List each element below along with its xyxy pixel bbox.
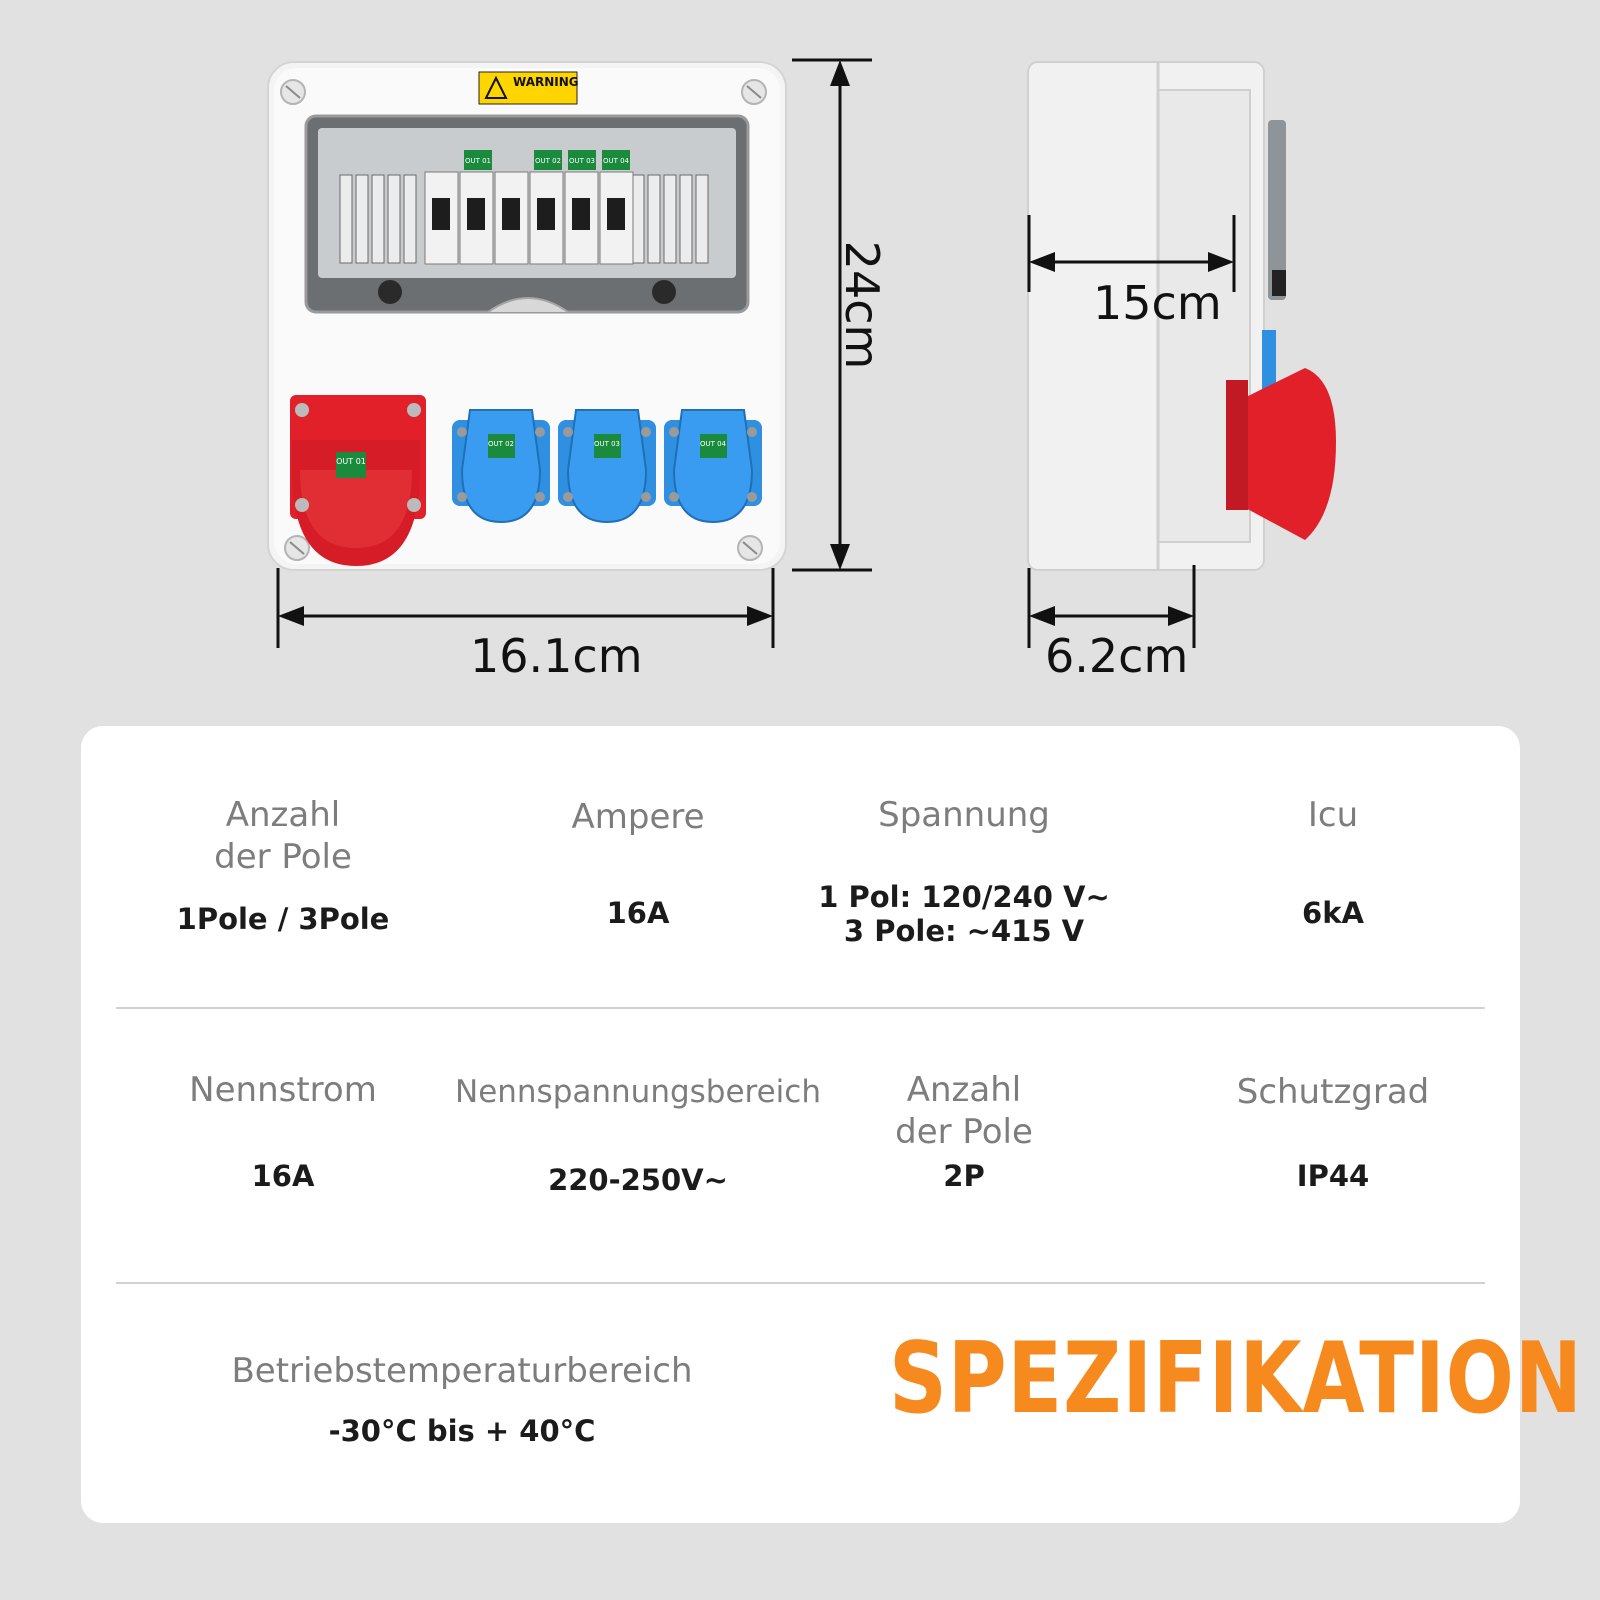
spec-value: 16A [606, 896, 670, 930]
spec-value: -30°C bis + 40°C [328, 1414, 596, 1448]
spec-label: Icu [1307, 795, 1359, 835]
spec-label: Ampere [571, 797, 705, 837]
row-divider [116, 1282, 1485, 1284]
socket-label-4: OUT 04 [699, 440, 727, 448]
spec-label: Anzahl der Pole [214, 795, 352, 877]
spec-icu [1302, 794, 1364, 930]
breaker-label-4: OUT 04 [602, 157, 630, 165]
spec-value: 6kA [1302, 896, 1364, 930]
spec-label: Anzahl der Pole [895, 1070, 1033, 1152]
socket-label-1: OUT 01 [336, 457, 366, 466]
height-dimension-label: 24cm [835, 240, 889, 370]
spec-value: 220-250V~ [548, 1163, 728, 1197]
distribution-box-illustration [0, 0, 1600, 700]
width-dimension-label: 16.1cm [470, 629, 643, 683]
spec-voltage [818, 794, 1110, 948]
warning-label-text: WARNING [513, 75, 579, 89]
depth-dimension-label: 15cm [1093, 276, 1222, 330]
spec-pole-count [177, 794, 390, 936]
spec-value: 2P [943, 1159, 985, 1193]
specification-card [81, 726, 1583, 1523]
spec-value: 1Pole / 3Pole [176, 902, 390, 936]
spec-value: IP44 [1296, 1159, 1370, 1193]
spec-label: Nennstrom [189, 1070, 377, 1110]
breaker-label-3: OUT 03 [568, 157, 596, 165]
front-view [268, 62, 786, 570]
spec-rated-current [189, 1069, 377, 1193]
spec-label: Schutzgrad [1236, 1072, 1430, 1112]
spec-label: Betriebstemperaturbereich [231, 1351, 693, 1391]
spec-ampere [571, 796, 704, 930]
socket-label-2: OUT 02 [487, 440, 515, 448]
specification-headline: SPEZIFIKATION [889, 1322, 1583, 1436]
spec-value: 16A [251, 1159, 315, 1193]
breaker-label-2: OUT 02 [534, 157, 562, 165]
breaker-label-1: OUT 01 [464, 157, 492, 165]
side-width-dimension-label: 6.2cm [1045, 629, 1189, 683]
spec-label: Nennspannungsbereich [455, 1074, 821, 1110]
spec-operating-temperature [231, 1350, 692, 1448]
spec-rated-voltage-range [455, 1071, 821, 1197]
spec-value-line-2: 3 Pole: ~415 V [843, 914, 1085, 948]
socket-label-3: OUT 03 [593, 440, 621, 448]
spec-label: Spannung [878, 795, 1050, 835]
row-divider [116, 1007, 1485, 1009]
spec-protection-class [1237, 1071, 1430, 1193]
product-figure [0, 0, 1600, 700]
spec-pole-count-2 [895, 1069, 1033, 1193]
spec-value-line-1: 1 Pol: 120/240 V~ [818, 880, 1110, 914]
